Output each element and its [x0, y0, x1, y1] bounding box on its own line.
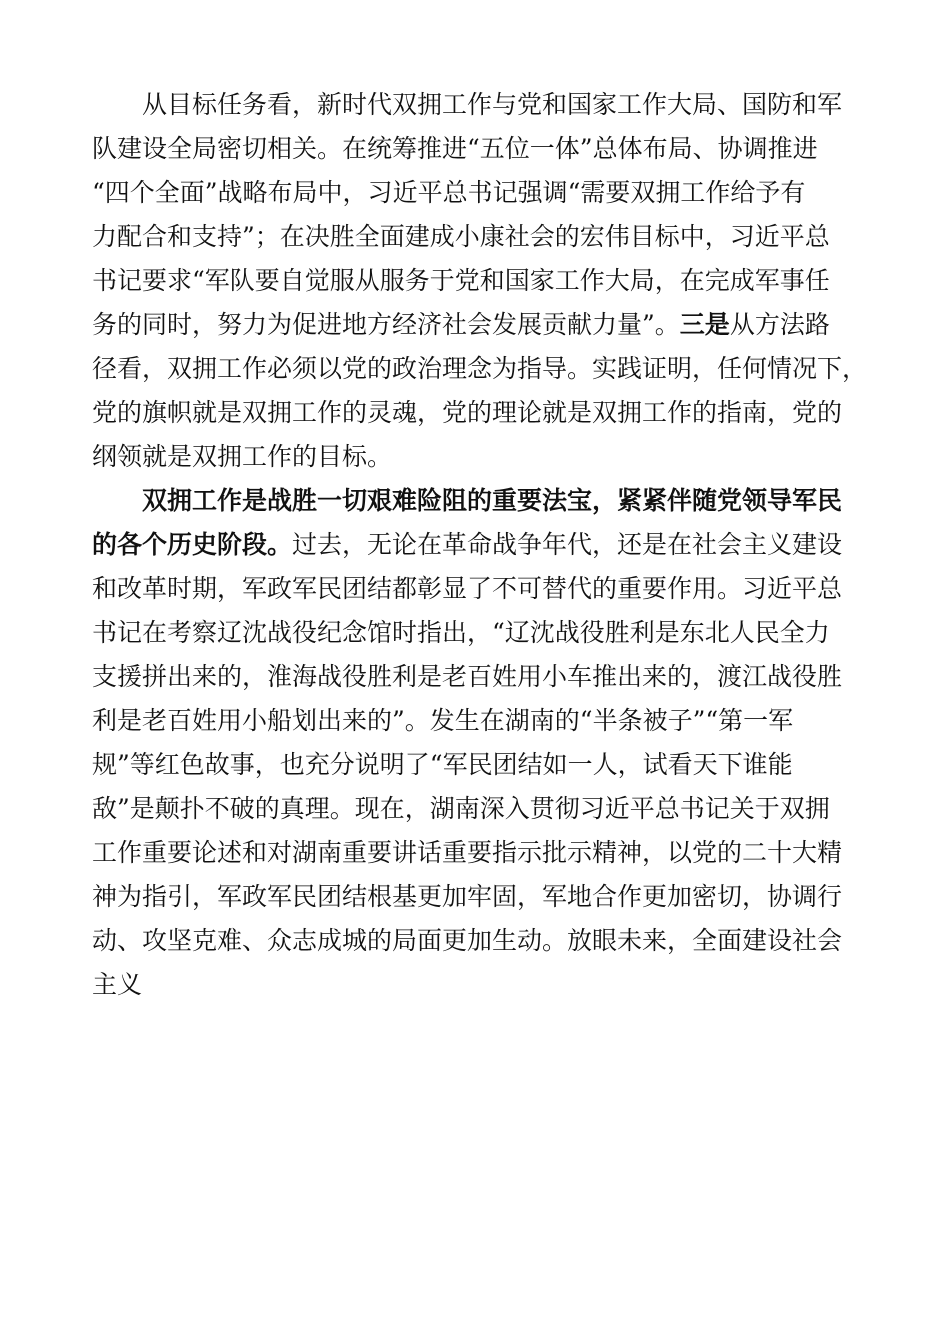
paragraph-2-line-2 — [92, 530, 842, 560]
paragraph-2-line-11: 动、攻坚克难、众志成城的局面更加生动。放眼未来，全面建设社会 — [92, 926, 843, 955]
paragraph-1-line-8: 党的旗帜就是双拥工作的灵魂，党的理论就是双拥工作的指南，党的 — [92, 398, 843, 427]
paragraph-2-line-12: 主义 — [92, 970, 143, 999]
paragraph-2-line-7: 规”等红色故事，也充分说明了“军民团结如一人，试看天下谁能 — [92, 750, 793, 779]
paragraph-1-line-4: 力配合和支持”；在决胜全面建成小康社会的宏伟目标中，习近平总 — [92, 222, 830, 251]
paragraph-1-line-6-text: 务的同时，努力为促进地方经济社会发展贡献力量”。 — [92, 310, 680, 339]
paragraph-1-line-9: 纲领就是双拥工作的目标。 — [92, 442, 393, 471]
paragraph-1-line-5: 书记要求“军队要自觉服从服务于党和国家工作大局，在完成军事任 — [92, 266, 830, 295]
paragraph-2-line-5: 支援拼出来的，淮海战役胜利是老百姓用小车推出来的，渡江战役胜 — [92, 662, 843, 691]
paragraph-1-line-2: 队建设全局密切相关。在统筹推进“五位一体”总体布局、协调推进 — [92, 134, 818, 163]
paragraph-1-line-6-tail: 从方法路 — [729, 310, 830, 339]
paragraph-2-line-4: 书记在考察辽沈战役纪念馆时指出，“辽沈战役胜利是东北人民全力 — [92, 618, 830, 647]
paragraph-2-line-9: 工作重要论述和对湖南重要讲话重要指示批示精神，以党的二十大精 — [92, 838, 843, 867]
paragraph-1-line-6 — [92, 310, 830, 340]
paragraph-1-line-1: 从目标任务看，新时代双拥工作与党和国家工作大局、国防和军 — [142, 90, 843, 119]
paragraph-1-line-7: 径看，双拥工作必须以党的政治理念为指导。实践证明，任何情况下， — [92, 354, 868, 383]
paragraph-2-line-10: 神为指引，军政军民团结根基更加牢固，军地合作更加密切，协调行 — [92, 882, 843, 911]
paragraph-2-line-6: 利是老百姓用小船划出来的”。发生在湖南的“半条被子”“第一军 — [92, 706, 794, 735]
point-three-marker: 三是 — [679, 310, 730, 339]
paragraph-2-heading-line-2: 的各个历史阶段。 — [92, 530, 293, 559]
paragraph-2-line-2-text: 过去，无论在革命战争年代，还是在社会主义建设 — [292, 530, 843, 559]
paragraph-2-heading-line-1: 双拥工作是战胜一切艰难险阻的重要法宝，紧紧伴随党领导军民 — [142, 486, 843, 515]
paragraph-2-line-3: 和改革时期，军政军民团结都彰显了不可替代的重要作用。习近平总 — [92, 574, 843, 603]
paragraph-1-line-3: “四个全面”战略布局中，习近平总书记强调“需要双拥工作给予有 — [92, 178, 806, 207]
paragraph-2-line-8: 敌”是颠扑不破的真理。现在，湖南深入贯彻习近平总书记关于双拥 — [92, 794, 830, 823]
